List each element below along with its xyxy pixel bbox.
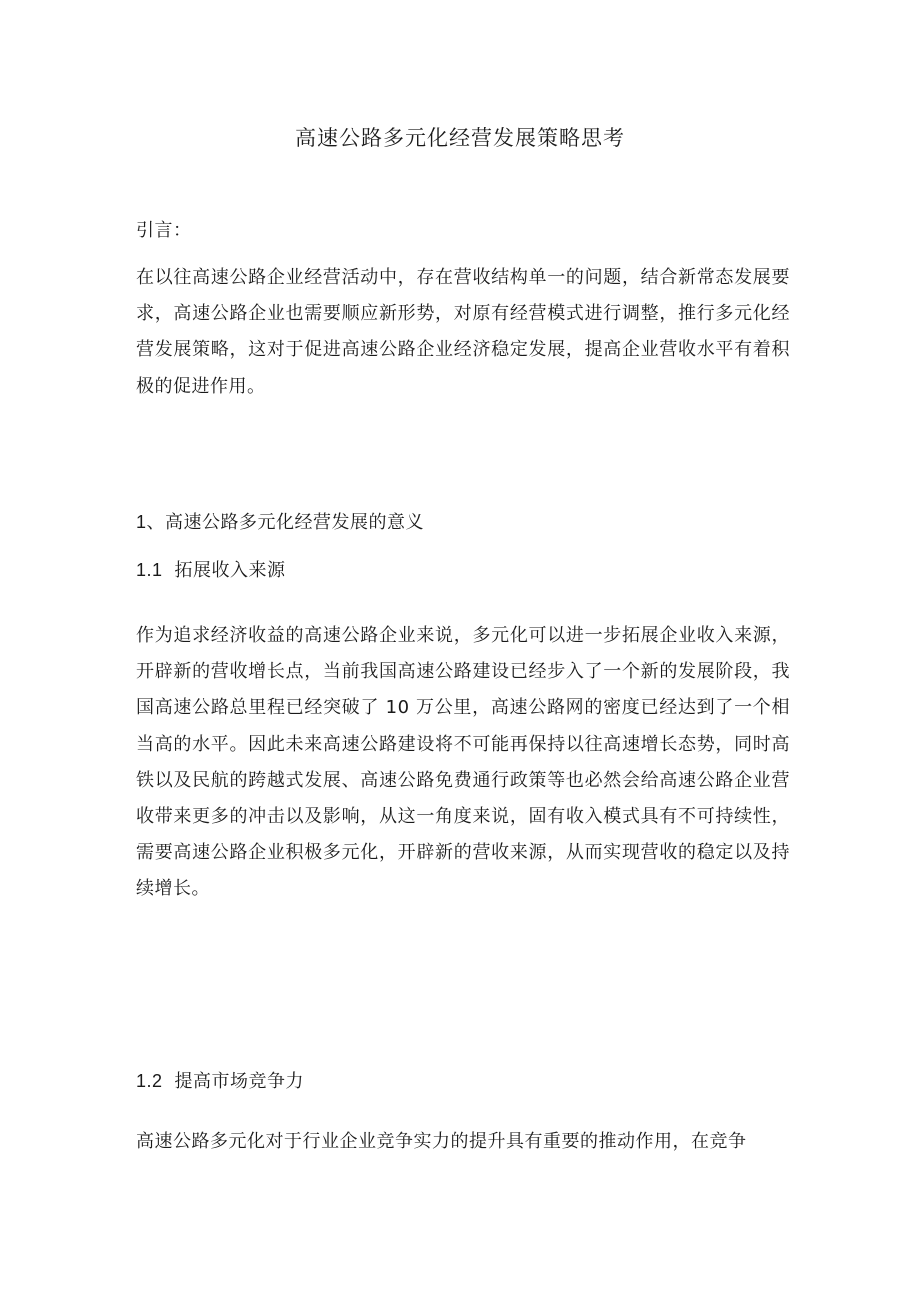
section-1-1-paragraph: 作为追求经济收益的高速公路企业来说，多元化可以进一步拓展企业收入来源，开辟新的营收增长点，当前我国高速公路建设已经步入了一个新的发展阶段，我国高速公路总里程已经突破了 10 万公里，高速公路网的密度已经达到了一个相当高的水平。因此未来高速公路建设将不可能再保持以往高速增长态势，同时高铁以及民航的跨越式发展、高速公路免费通行政策等也必然会给高速公路企业营收带来更多的冲击以及影响，从这一角度来说，固有收入模式具有不可持续性，需要高速公路企业积极多元化，开辟新的营收来源，从而实现营收的稳定以及持续增长。 [136,625,790,900]
section-1-heading [136,507,790,538]
section-1-1-title: 拓展收入来源 [174,560,286,581]
section-1-1-number: 1.1 [136,560,163,580]
section-1-2-paragraph: 高速公路多元化对于行业企业竞争实力的提升具有重要的推动作用，在竞争 [136,1131,747,1152]
section-1-2-number: 1.2 [136,1071,163,1091]
section-1-1-heading [136,555,790,586]
section-1-title: 高速公路多元化经营发展的意义 [165,512,425,533]
section-1-2-title: 提高市场竞争力 [174,1071,305,1092]
document-title: 高速公路多元化经营发展策略思考 [295,126,625,150]
section-1-2-heading [136,1066,790,1097]
intro-paragraph: 在以往高速公路企业经营活动中，存在营收结构单一的问题，结合新常态发展要求，高速公路企业也需要顺应新形势，对原有经营模式进行调整，推行多元化经营发展策略，这对于促进高速公路企业经济稳定发展，提高企业营收水平有着积极的促进作用。 [136,267,790,397]
section-1-number: 1、 [136,512,166,532]
intro-label: 引言： [136,220,192,241]
